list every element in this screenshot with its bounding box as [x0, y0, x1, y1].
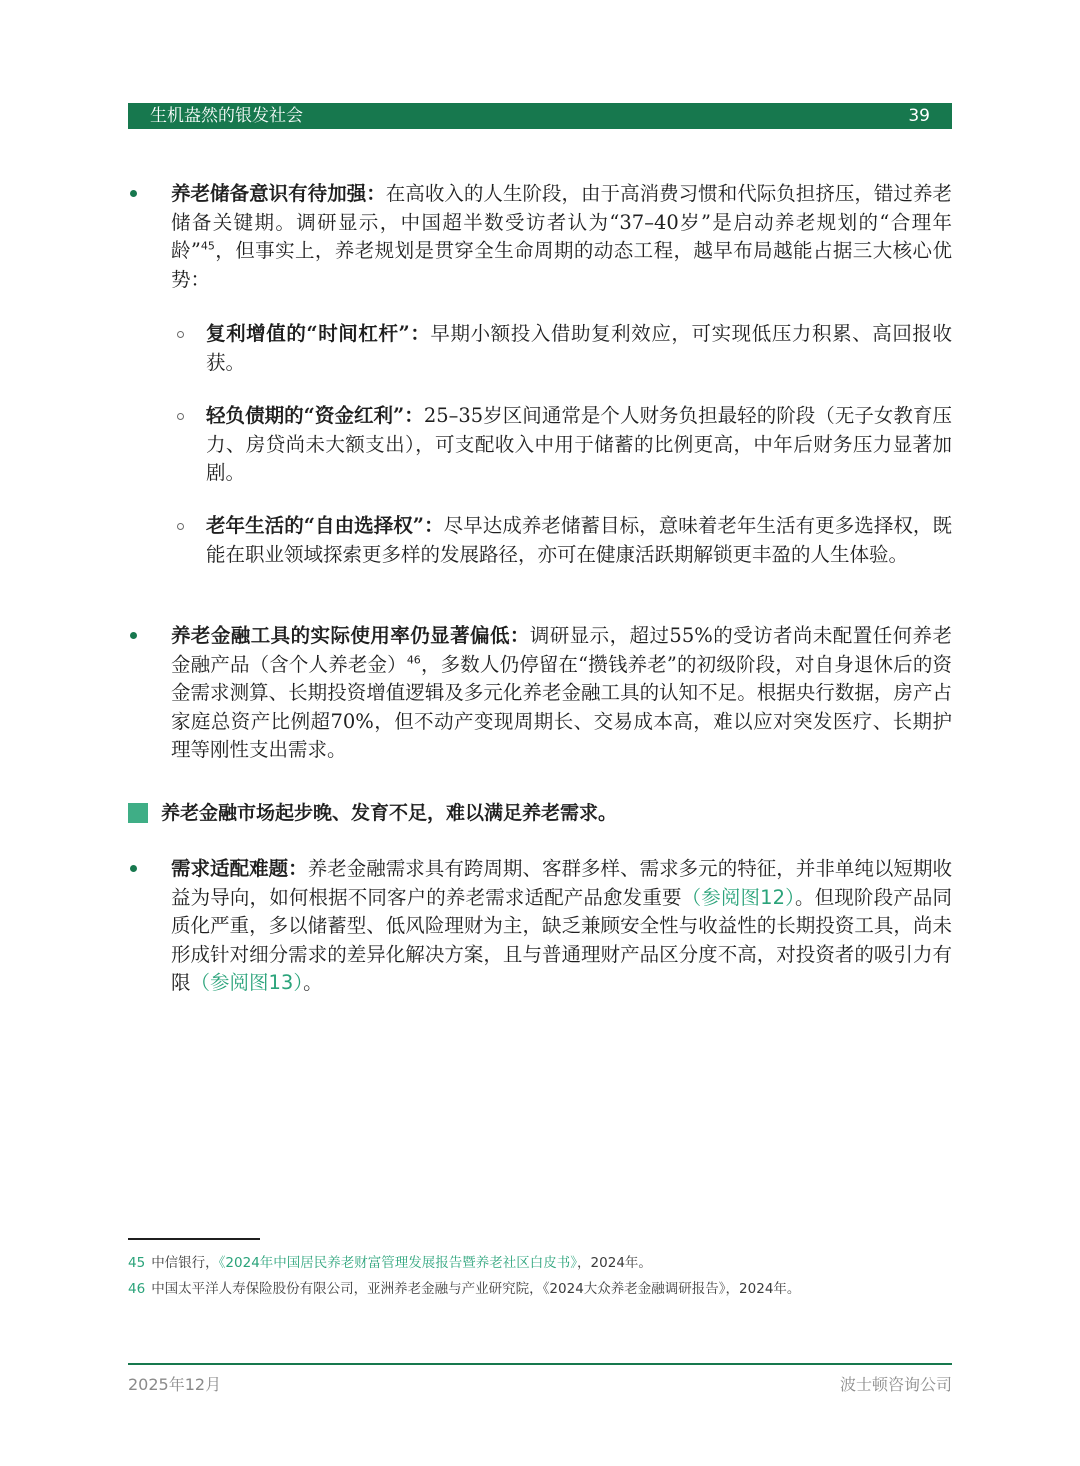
bullet-text: 在高收入的人生阶段，由于高消费习惯和代际负担挤压，错过养老储备关键期。调研显示，中国超半数受访者认为“37–40岁”是启动养老规划的“合理年龄” — [171, 182, 952, 263]
footnote-divider — [128, 1238, 260, 1240]
sub-item-text: 早期小额投入借助复利效应，可实现低压力积累、高回报收获。 — [206, 322, 952, 374]
header-bar — [128, 103, 952, 129]
sub-bullet-circle — [177, 413, 184, 420]
chapter-title: 生机盎然的银发社会 — [150, 106, 303, 126]
footer-company: 波士顿咨询公司 — [839, 1375, 952, 1394]
sub-bullet-circle — [177, 523, 184, 530]
bullet-paragraph-savings-awareness — [171, 180, 952, 294]
footnote-year: ，2024年。 — [577, 1255, 652, 1271]
bullet-paragraph-usage-rate — [171, 622, 952, 765]
footnote-source: 中信银行， — [151, 1255, 219, 1271]
footer-date: 2025年12月 — [128, 1375, 222, 1394]
bullet-dot — [130, 632, 137, 639]
bullet-text-cont: 。但现阶段产品同质化严重，多以储蓄型、低风险理财为主，缺乏兼顾安全性与收益性的长期投资工具，尚未形成针对细分需求的差异化解决方案，且与普通理财产品区分度不高，对投资者的吸引力有限 — [171, 885, 952, 995]
sub-item-heading: 复利增值的“时间杠杆”： — [206, 322, 431, 345]
bullet-dot — [130, 865, 137, 872]
bullet-text: 养老金融需求具有跨周期、客群多样、需求多元的特征，并非单纯以短期收益为导向，如何根据不同客户的养老需求适配产品愈发重要 — [171, 857, 952, 909]
footnote-title: 《2024大众养老金融调研报告》 — [542, 1281, 726, 1297]
section-title: 养老金融市场起步晚、发育不足，难以满足养老需求。 — [161, 802, 618, 824]
section-marker — [128, 803, 148, 823]
bullet-text-end: 。 — [303, 971, 323, 995]
figure-ref-12-link[interactable]: （参阅图12） — [681, 885, 796, 909]
bullet-text: 调研显示，超过55%的受访者尚未配置任何养老金融产品（含个人养老金） — [171, 624, 952, 676]
footer-divider — [128, 1363, 952, 1365]
sub-item-heading: 轻负债期的“资金红利”： — [206, 404, 424, 427]
footnote-ref-45[interactable]: 45 — [200, 239, 215, 253]
page-number: 39 — [908, 106, 930, 126]
sub-item-text: 25–35岁区间通常是个人财务负担最轻的阶段（无子女教育压力、房贷尚未大额支出），可支配收入中用于储蓄的比例更高，中年后财务压力显著加剧。 — [206, 404, 952, 485]
sub-item-text: 尽早达成养老储蓄目标，意味着老年生活有更多选择权，既能在职业领域探索更多样的发展路径，亦可在健康活跃期解锁更丰盈的人生体验。 — [206, 514, 952, 566]
footnote-46 — [128, 1279, 800, 1299]
bullet-heading: 需求适配难题： — [171, 857, 308, 880]
figure-ref-13-link[interactable]: （参阅图13） — [190, 971, 304, 995]
sub-item-compound-interest — [206, 320, 952, 377]
footnote-ref-46[interactable]: 46 — [406, 653, 421, 667]
footnote-45 — [128, 1253, 652, 1273]
sub-item-freedom-of-choice — [206, 512, 952, 569]
sub-item-heading: 老年生活的“自由选择权”： — [206, 514, 444, 537]
bullet-dot — [130, 190, 137, 197]
footnote-number: 45 — [128, 1255, 146, 1271]
bullet-heading: 养老金融工具的实际使用率仍显著偏低： — [171, 624, 530, 647]
sub-bullet-circle — [177, 331, 184, 338]
footnote-title-link[interactable]: 《2024年中国居民养老财富管理发展报告暨养老社区白皮书》 — [218, 1255, 578, 1271]
footnote-source: 中国太平洋人寿保险股份有限公司，亚洲养老金融与产业研究院， — [151, 1281, 543, 1297]
bullet-paragraph-demand-fit — [171, 855, 952, 998]
bullet-text-cont: ，多数人仍停留在“攒钱养老”的初级阶段，对自身退休后的资金需求测算、长期投资增值逻辑及多元化养老金融工具的认知不足。根据央行数据，房产占家庭总资产比例超70%，但不动产变现周期长、交易成本高，难以应对突发医疗、长期护理等刚性支出需求。 — [171, 652, 952, 762]
bullet-text-cont: ，但事实上，养老规划是贯穿全生命周期的动态工程，越早布局越能占据三大核心优势： — [171, 239, 952, 291]
footnote-number: 46 — [128, 1281, 146, 1297]
bullet-heading: 养老储备意识有待加强： — [171, 182, 386, 205]
footnote-year: ，2024年。 — [725, 1281, 801, 1297]
sub-item-capital-dividend — [206, 402, 952, 488]
